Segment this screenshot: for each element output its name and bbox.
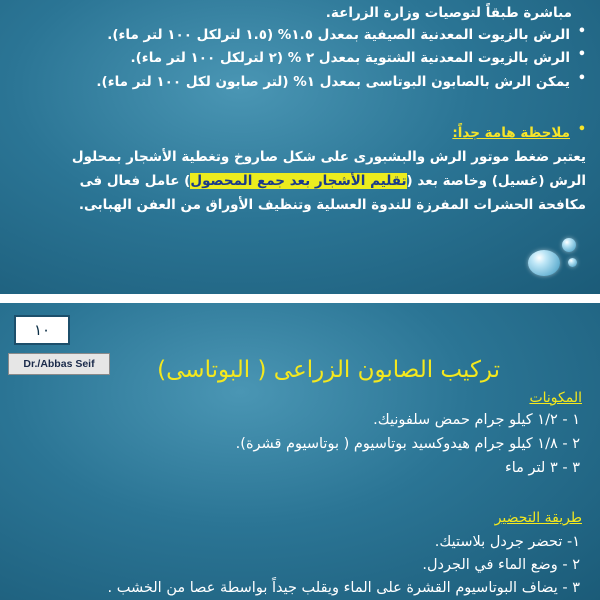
- bubble-decoration: [528, 250, 560, 276]
- top-line-1: الرش بالزيوت المعدنية الصيفية بمعدل ١.٥% (١.٥ لترلكل ١٠٠ لتر ماء).: [107, 27, 570, 43]
- bullet-dot: •: [577, 47, 586, 62]
- top-line-0: مباشرة طبقاً لتوصيات وزارة الزراعة.: [325, 5, 572, 21]
- highlighted-phrase: تقليم الأشجار بعد جمع المحصول: [190, 173, 407, 189]
- preparation-step: ٢ - وضع الماء في الجردل.: [422, 557, 580, 573]
- bubble-decoration: [562, 238, 576, 252]
- preparation-step: ٣ - يضاف البوتاسيوم القشرة على الماء ويقلب جيداً بواسطة عصا من الخشب .: [107, 580, 580, 596]
- slide-number: ١٠: [14, 315, 70, 345]
- paragraph-line-1: يعتبر ضغط موتور الرش والبشبورى على شكل صاروخ وتغطية الأشجار بمحلول: [71, 149, 586, 165]
- bullet-dot: •: [577, 71, 586, 86]
- bullet-dot: •: [577, 24, 586, 39]
- note-heading: ملاحظة هامة جداً:: [452, 125, 570, 141]
- paragraph-line-2-post: ) عامل فعال فى: [79, 173, 191, 189]
- paragraph-line-2-pre: الرش (غسيل) وخاصة بعد (: [406, 173, 586, 189]
- preparation-step: ١- تحضر جردل بلاستيك.: [434, 534, 580, 550]
- bottom-slide: [0, 303, 600, 600]
- top-line-3: يمكن الرش بالصابون البوتاسى بمعدل ١% (لتر صابون لكل ١٠٠ لتر ماء).: [96, 74, 570, 90]
- ingredient-item: ٣ - ٣ لتر ماء: [504, 460, 580, 476]
- bullet-dot: •: [577, 122, 586, 137]
- paragraph-line-2: [80, 170, 586, 192]
- author-label: Dr./Abbas Seif: [8, 353, 110, 375]
- preparation-heading: طريقة التحضير: [494, 510, 582, 526]
- top-line-2: الرش بالزيوت المعدنية الشتوية بمعدل ٢ % (٢ لترلكل ١٠٠ لتر ماء).: [130, 50, 570, 66]
- ingredient-item: ١ - ١/٢ كيلو جرام حمض سلفونيك.: [373, 412, 580, 428]
- ingredient-item: ٢ - ١/٨ كيلو جرام هيدوكسيد بوتاسيوم ( بوتاسيوم قشرة).: [235, 436, 580, 452]
- top-slide: [0, 0, 600, 294]
- ingredients-heading: المكونات: [529, 390, 582, 406]
- slide-title: تركيب الصابون الزراعى ( البوتاسى): [157, 357, 500, 383]
- bubble-decoration: [568, 258, 577, 267]
- paragraph-line-3: مكافحة الحشرات المفرزة للندوة العسلية وتنظيف الأوراق من العفن الهبابى.: [78, 197, 586, 213]
